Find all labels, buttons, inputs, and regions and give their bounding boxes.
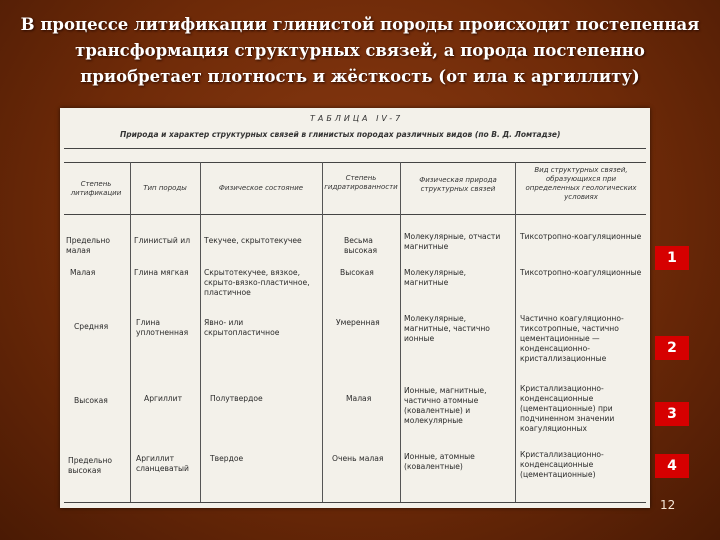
- scanned-table: [60, 108, 650, 508]
- table-cell: Текучее, скрытотекучее: [204, 236, 302, 245]
- column-header: Тип породы: [143, 184, 187, 192]
- slide-title: [20, 12, 700, 90]
- column-divider: [200, 162, 201, 502]
- table-cell: Умеренная: [336, 318, 380, 327]
- title-line: трансформация структурных связей, а порода постепенно: [75, 41, 645, 60]
- column-divider: [130, 162, 131, 502]
- column-header: Вид структурных связей, образующихся при определенных геологических условиях: [525, 166, 637, 201]
- column-header: Степень литификации: [70, 180, 122, 197]
- table-cell: Высокая: [340, 268, 374, 277]
- table-cell: Тиксотропно-коагуляционные: [520, 232, 642, 241]
- table-cell: Частично коагуляционно-тиксотропные, частично цементационные — конденсационно-кристаллизационные: [520, 314, 624, 363]
- table-cell: Скрытотекучее, вязкое, скрыто-вязко-пластичное, пластичное: [204, 268, 310, 297]
- table-cell: Тиксотропно-коагуляционные: [520, 268, 642, 277]
- table-cell: Средняя: [74, 322, 109, 331]
- table-cell: Очень малая: [332, 454, 384, 463]
- table-number: ТАБЛИЦА IV-7: [310, 114, 404, 123]
- table-cell: Ионные, магнитные, частично атомные (ковалентные) и молекулярные: [404, 386, 487, 425]
- table-cell: Предельно малая: [66, 236, 111, 255]
- table-cell: Аргиллит сланцеватый: [136, 454, 189, 473]
- column-divider: [515, 162, 516, 502]
- table-cell: Молекулярные, магнитные: [404, 268, 467, 287]
- table-cell: Предельно высокая: [68, 456, 113, 475]
- title-line: В процессе литификации глинистой породы происходит постепенная: [20, 15, 700, 34]
- column-divider: [322, 162, 323, 502]
- page-number: 12: [660, 498, 676, 512]
- title-line: приобретает плотность и жёсткость (от ила к аргиллиту): [80, 67, 640, 86]
- table-rule: [64, 502, 646, 503]
- table-cell: Весьма высокая: [344, 236, 378, 255]
- table-rule: [64, 162, 646, 163]
- table-cell: Твердое: [210, 454, 244, 463]
- row-marker-2: 2: [655, 336, 689, 360]
- table-cell: Глинистый ил: [134, 236, 191, 245]
- table-cell: Аргиллит: [144, 394, 183, 403]
- table-cell: Глина мягкая: [134, 268, 189, 277]
- table-cell: Полутвердое: [210, 394, 263, 403]
- table-cell: Молекулярные, магнитные, частично ионные: [404, 314, 490, 343]
- table-cell: Кристаллизационно-конденсационные (цементационные) при подчиненном значении коагуляционных: [520, 384, 615, 433]
- table-cell: Явно- или скрытопластичное: [204, 318, 280, 337]
- column-divider: [400, 162, 401, 502]
- table-caption: Природа и характер структурных связей в глинистых породах различных видов (по В. Д. Ломтадзе): [120, 130, 561, 139]
- table-cell: Молекулярные, отчасти магнитные: [404, 232, 501, 251]
- table-rule: [64, 148, 646, 149]
- row-marker-4: 4: [655, 454, 689, 478]
- column-header: Физическое состояние: [218, 184, 304, 192]
- table-rule: [64, 214, 646, 215]
- table-cell: Кристаллизационно-конденсационные (цементационные): [520, 450, 604, 479]
- table-cell: Высокая: [74, 396, 108, 405]
- column-header: Физическая природа структурных связей: [419, 176, 497, 193]
- column-header: Степень гидратированности: [324, 174, 398, 191]
- table-cell: Малая: [346, 394, 372, 403]
- row-marker-1: 1: [655, 246, 689, 270]
- row-marker-3: 3: [655, 402, 689, 426]
- table-cell: Малая: [70, 268, 96, 277]
- table-cell: Глина уплотненная: [136, 318, 189, 337]
- table-cell: Ионные, атомные (ковалентные): [404, 452, 475, 471]
